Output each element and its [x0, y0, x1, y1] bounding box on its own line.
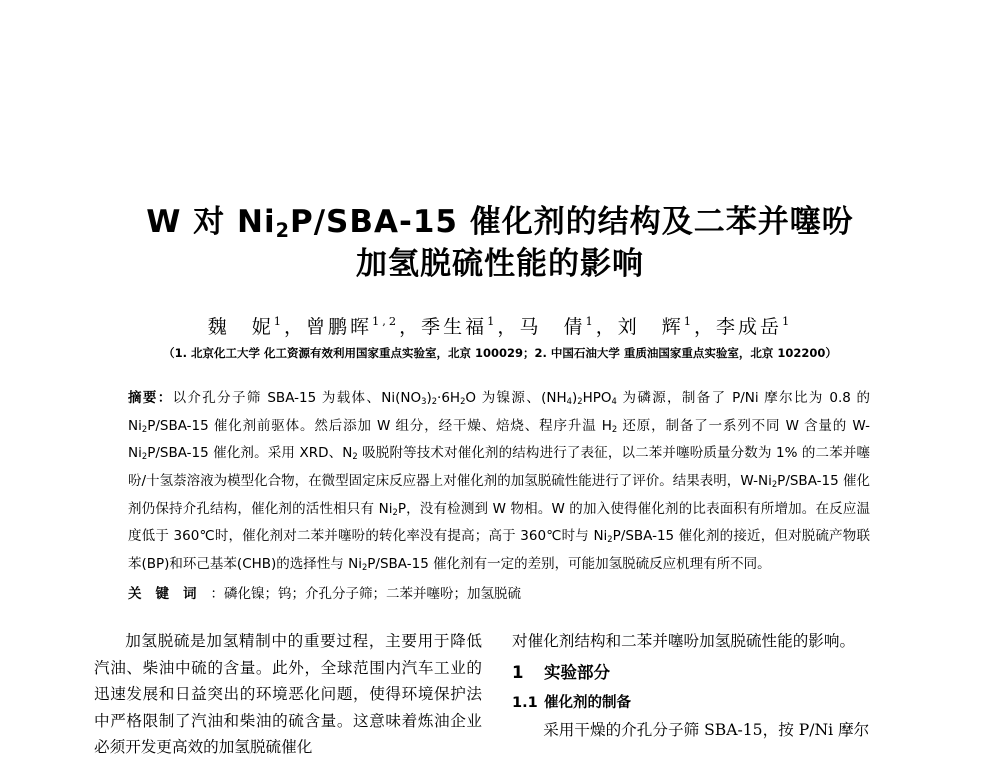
author-separator: ， — [595, 316, 618, 338]
title-part-b: P/SBA-15 催化剂的结构及二苯并噻吩 — [289, 204, 854, 240]
abstract-text: O 为镍源、(NH — [465, 390, 567, 406]
author-affil-mark: 1 — [585, 314, 596, 329]
abstract-subscript: 2 — [392, 506, 398, 517]
abstract-subscript: 2 — [607, 534, 613, 545]
keywords — [128, 582, 870, 602]
keywords-text: ：磷化镍；钨；介孔分子筛；二苯并噻吩；加氢脱硫 — [210, 586, 521, 602]
title-part-a: W 对 Ni — [146, 204, 276, 240]
author-affil-mark: 1 — [683, 314, 694, 329]
section-heading — [512, 660, 906, 687]
section-number: 1 — [512, 662, 524, 682]
abstract-text: P，没有检测到 W 物相。W 的加入使得催化剂的比表面积有所增加。在反应温度低于 360℃时，催化剂对二苯并噻吩的转化率没有提高；高于 360℃时与 Ni — [128, 500, 870, 545]
abstract-subscript: 2 — [352, 451, 358, 462]
body-paragraph: 加氢脱硫是加氢精制中的重要过程，主要用于降低汽油、柴油中硫的含量。此外，全球范围内汽车工业的迅速发展和日益突出的环境恶化问题，使得环境保护法中严格限制了汽油和柴油的硫含量。这意味着炼油企业必须开发更高效的加氢脱硫催化 — [94, 632, 482, 756]
abstract-subscript: 2 — [141, 423, 148, 434]
abstract-text: 还原，制备了一系列不同 W 含量的 W-Ni — [128, 417, 870, 462]
body-column-right — [512, 628, 906, 743]
paper-title-line-1 — [0, 196, 1000, 242]
body-column-left — [94, 628, 482, 761]
abstract-text: HPO — [582, 390, 612, 406]
abstract — [128, 386, 870, 580]
author-affil-mark: 1 — [273, 314, 284, 329]
author-name: 曾鹏晖 — [306, 316, 373, 338]
author-name: 马 倩 — [519, 316, 586, 338]
author-separator: ， — [283, 316, 306, 338]
body-paragraph: 对催化剂结构和二苯并噻吩加氢脱硫性能的影响。 — [512, 632, 856, 650]
abstract-label: 摘要： — [128, 390, 173, 406]
abstract-text: P/SBA-15 催化剂仍保持介孔结构，催化剂的活性相只有 Ni — [128, 473, 870, 517]
abstract-subscript: 2 — [141, 451, 148, 462]
author-name: 刘 辉 — [617, 316, 684, 338]
paper-title-line-2: 加氢脱硫性能的影响 — [356, 246, 644, 282]
author-name: 李成岳 — [716, 316, 783, 338]
abstract-subscript: 3 — [421, 396, 427, 407]
title-subscript: 2 — [275, 218, 290, 242]
abstract-subscript: 2 — [361, 562, 368, 573]
abstract-text: ) — [426, 390, 432, 406]
abstract-text: P/SBA-15 催化剂前驱体。然后添加 W 组分，经干燥、焙烧、程序升温 H — [147, 417, 612, 434]
abstract-subscript: 2 — [771, 479, 778, 490]
subsection-number: 1.1 — [512, 695, 538, 711]
author-name: 魏 妮 — [207, 316, 274, 338]
abstract-text: 为磷源，制备了 P/Ni 摩尔比为 0.8 的 Ni — [128, 390, 871, 434]
abstract-subscript: 2 — [577, 396, 583, 407]
author-list — [0, 312, 1000, 339]
abstract-subscript: 2 — [611, 423, 618, 434]
author-affil-mark: 1 — [487, 314, 498, 329]
author-name: 季生福 — [421, 316, 488, 338]
author-separator: ， — [399, 316, 422, 338]
body-paragraph: 采用干燥的介孔分子筛 SBA-15，按 P/Ni 摩尔 — [543, 720, 870, 739]
author-separator: ， — [693, 316, 716, 338]
author-affil-mark: 1,2 — [372, 314, 400, 329]
author-affil-mark: 1 — [782, 314, 793, 329]
section-title: 实验部分 — [544, 662, 610, 682]
abstract-text: 吸脱附等技术对催化剂的结构进行了表征，以二苯并噻吩质量分数为 1% 的二苯并噻吩/十氢萘溶液为模型化合物，在微型固定床反应器上对催化剂的加氢脱硫性能进行了评价。结果表明，W-Ni — [128, 445, 870, 490]
abstract-text: ) — [571, 390, 578, 406]
abstract-text: P/SBA-15 催化剂的接近，但对脱硫产物联苯(BP)和环己基苯(CHB)的选择性与 Ni — [128, 528, 870, 573]
affiliation-line: （1. 北京化工大学 化工资源有效利用国家重点实验室，北京 100029；2. 中国石油大学 重质油国家重点实验室，北京 102200） — [163, 346, 837, 360]
abstract-text: P/SBA-15 催化剂有一定的差别，可能加氢脱硫反应机理有所不同。 — [367, 556, 771, 573]
abstract-subscript: 2 — [460, 396, 466, 407]
abstract-text: 以介孔分子筛 SBA-15 为载体、Ni(NO — [172, 390, 422, 406]
abstract-text: ·6H — [437, 390, 461, 406]
keywords-label: 关键词 — [128, 586, 211, 602]
subsection-heading — [512, 690, 906, 717]
subsection-title: 催化剂的制备 — [544, 695, 631, 711]
abstract-subscript: 4 — [566, 396, 572, 407]
abstract-text: P/SBA-15 催化剂。采用 XRD、N — [147, 445, 353, 462]
abstract-subscript: 2 — [431, 396, 438, 407]
author-separator: ， — [497, 316, 520, 338]
abstract-subscript: 4 — [611, 396, 617, 407]
